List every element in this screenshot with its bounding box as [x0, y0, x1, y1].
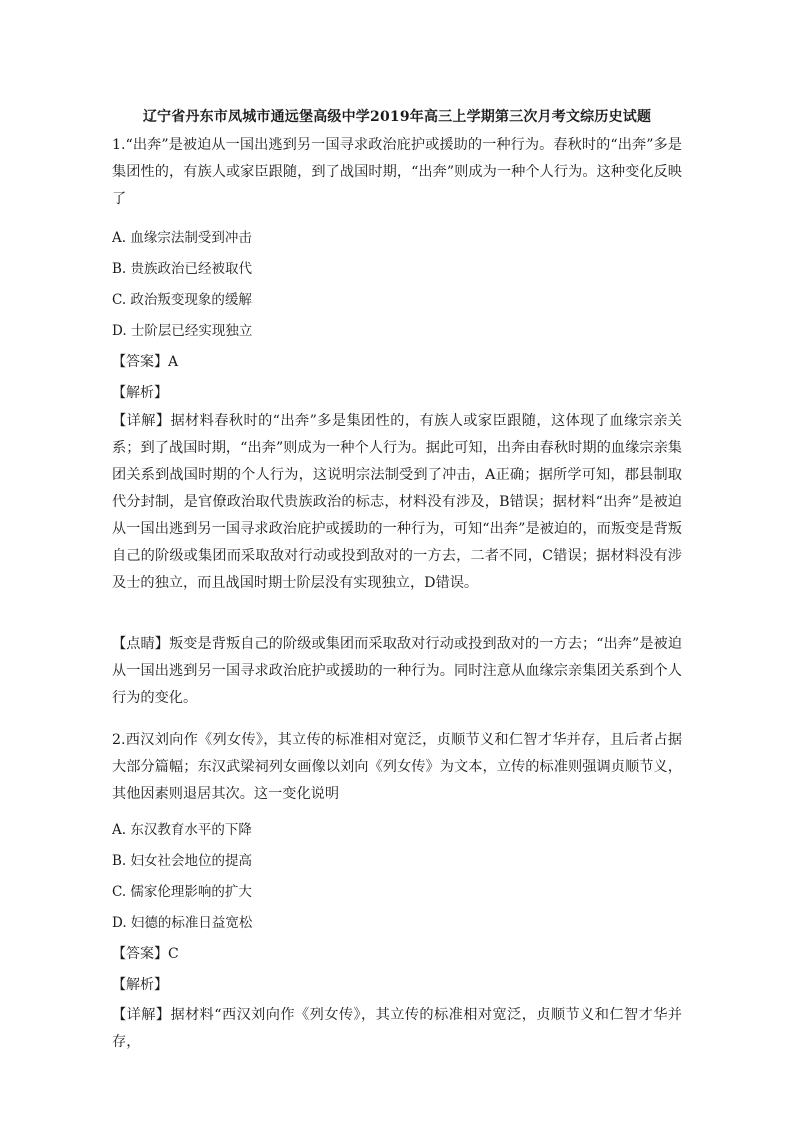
question-2-detail — [112, 1002, 682, 1056]
question-1-option-a: A. 血缘宗法制受到冲击 — [112, 230, 252, 246]
question-1-point-tag: 【点睛】 — [112, 636, 169, 652]
question-1-option-d: D. 士阶层已经实现独立 — [112, 323, 253, 339]
question-1-detail-text: 据材料春秋时的“出奔”多是集团性的，有族人或家臣跟随，这体现了血缘宗亲关系；到了战国时期，“出奔”则成为一种个人行为。据此可知，出奔由春秋时期的血缘宗亲集团关系到战国时期的个人行为，这说明宗法制受到了冲击，A正确；据所学可知，郡县制取代分封制，是官僚政治取代贵族政治的标志，材料没有涉及，B错误；据材料“出奔”是被迫从一国出逃到另一国寻求政治庇护或援助的一种行为，可知“出奔”是被迫的，而叛变是背叛自己的阶级或集团而采取敌对行动或投到敌对的一方去，二者不同，C错误；据材料没有涉及士的独立，而且战国时期士阶层没有实现独立，D错误。 — [112, 413, 682, 591]
question-2-answer: 【答案】C — [112, 946, 179, 962]
question-1-stem — [112, 132, 682, 213]
question-2-option-c: C. 儒家伦理影响的扩大 — [112, 884, 252, 900]
question-1-answer: 【答案】A — [112, 354, 179, 370]
question-1-detail — [112, 408, 682, 597]
question-2-stem — [112, 727, 682, 808]
question-2-detail-text: 据材料“西汉刘向作《列女传》，其立传的标准相对宽泛，贞顺节义和仁智才华并存， — [112, 1007, 682, 1050]
question-1-option-c: C. 政治叛变现象的缓解 — [112, 292, 252, 308]
question-1-analysis-label: 【解析】 — [112, 385, 168, 401]
question-2-option-d: D. 妇德的标准日益宽松 — [112, 915, 253, 931]
question-1-stem-text: 1.“出奔”是被迫从一国出逃到另一国寻求政治庇护或援助的一种行为。春秋时的“出奔”多是集团性的，有族人或家臣跟随，到了战国时期，“出奔”则成为一种个人行为。这种变化反映了 — [112, 137, 682, 207]
question-1-point-text: 叛变是背叛自己的阶级或集团而采取敌对行动或投到敌对的一方去；“出奔”是被迫从一国出逃到另一国寻求政治庇护或援助的一种行为。同时注意从血缘宗亲集团关系到个人行为的变化。 — [112, 636, 682, 706]
question-1-detail-tag: 【详解】 — [112, 413, 171, 429]
question-2-option-b: B. 妇女社会地位的提高 — [112, 853, 253, 869]
question-2-detail-tag: 【详解】 — [112, 1007, 171, 1023]
question-2-analysis-label: 【解析】 — [112, 977, 168, 993]
question-1-point — [112, 631, 682, 712]
question-2-stem-text: 2.西汉刘向作《列女传》，其立传的标准相对宽泛，贞顺节义和仁智才华并存，且后者占据大部分篇幅；东汉武梁祠列女画像以刘向《列女传》为文本，立传的标准则强调贞顺节义，其他因素则退居其次。这一变化说明 — [112, 732, 682, 802]
question-2-option-a: A. 东汉教育水平的下降 — [112, 822, 252, 838]
question-1-option-b: B. 贵族政治已经被取代 — [112, 261, 253, 277]
document-title: 辽宁省丹东市凤城市通远堡高级中学2019年高三上学期第三次月考文综历史试题 — [142, 109, 652, 125]
